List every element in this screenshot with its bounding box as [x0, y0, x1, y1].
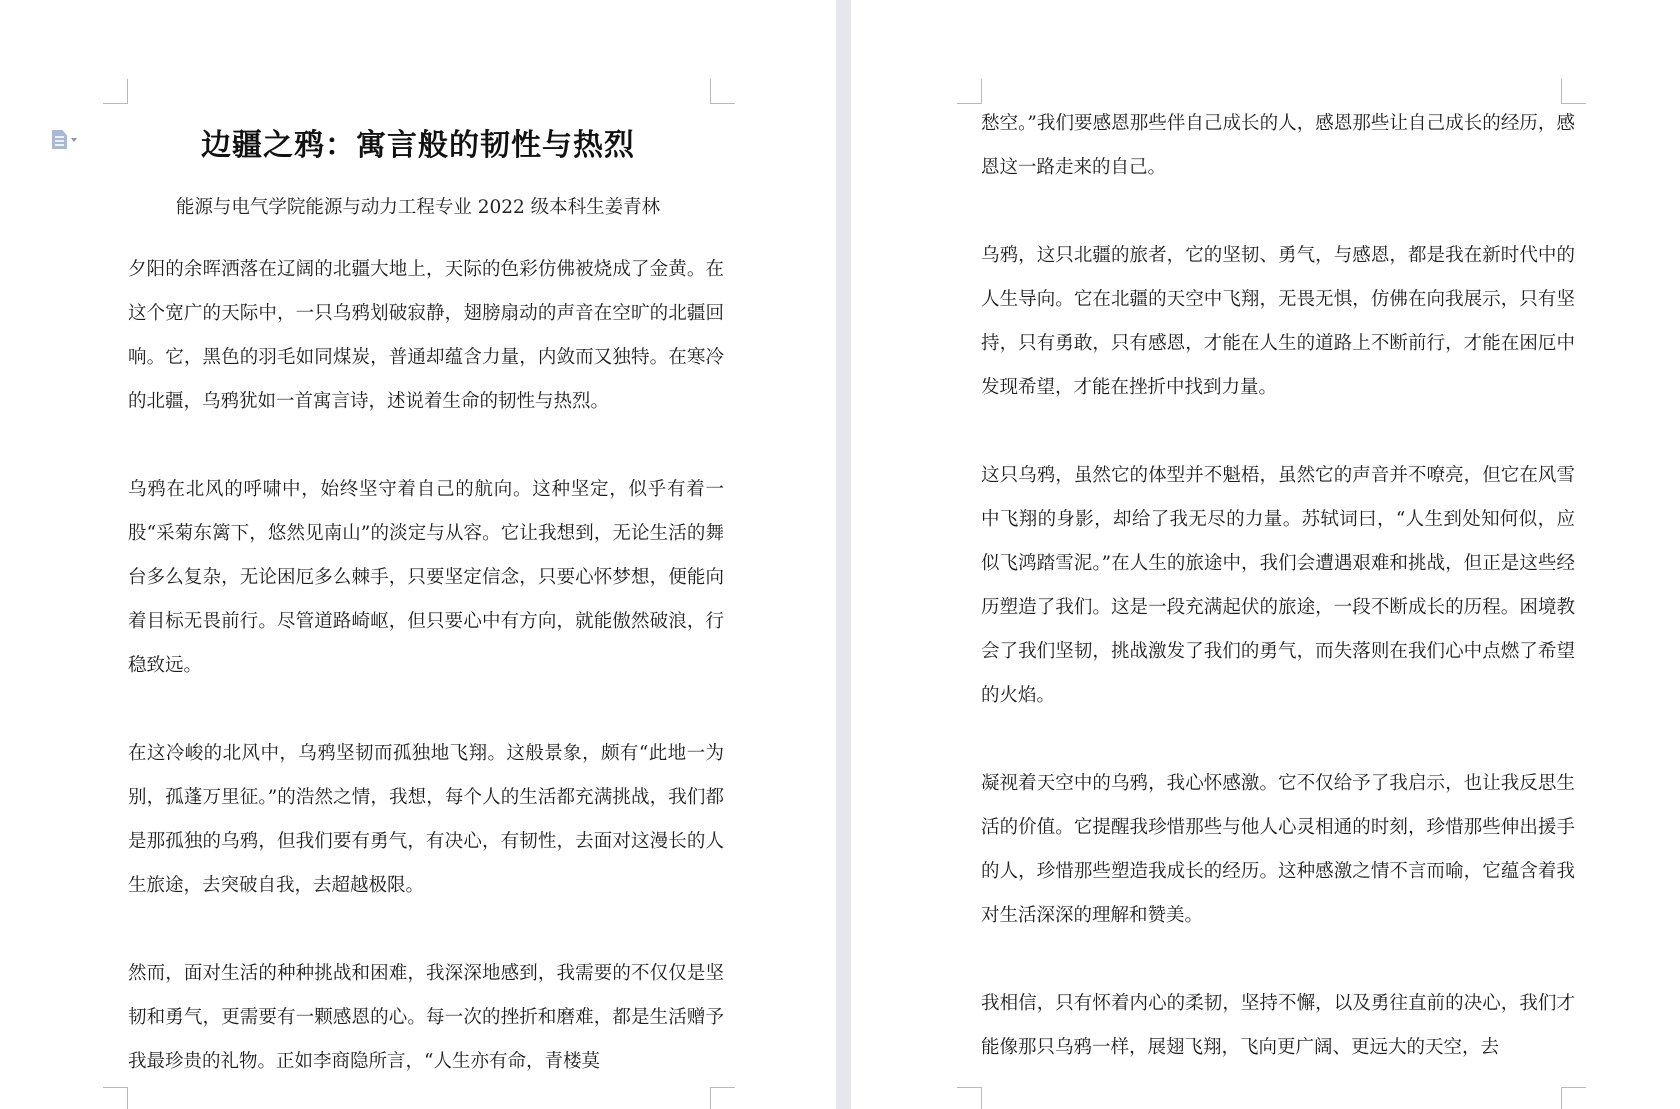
- crop-mark-top-left: [103, 79, 128, 104]
- paragraph: 凝视着天空中的乌鸦，我心怀感激。它不仅给予了我启示，也让我反思生活的价值。它提醒我珍惜那些与他人心灵相通的时刻，珍惜那些伸出援手的人，珍惜那些塑造我成长的经历。这种感激之情不言而喻，它蕴含着我对生活深深的理解和赞美。: [981, 773, 1575, 926]
- author-line: 能源与电气学院能源与动力工程专业 2022 级本科生姜青林: [175, 197, 661, 218]
- paragraph: 乌鸦在北风的呼啸中，始终坚守着自己的航向。这种坚定，似乎有着一股“采菊东篱下，悠然见南山”的淡定与从容。它让我想到，无论生活的舞台多么复杂，无论困厄多么棘手，只要坚定信念，只要心怀梦想，便能向着目标无畏前行。尽管道路崎岖，但只要心中有方向，就能傲然破浪，行稳致远。: [128, 479, 724, 676]
- crop-mark-top-right: [710, 79, 735, 104]
- paragraph: 这只乌鸦，虽然它的体型并不魁梧，虽然它的声音并不嘹亮，但它在风雪中飞翔的身影，却给了我无尽的力量。苏轼词曰，“人生到处知何似，应似飞鸿踏雪泥。”在人生的旅途中，我们会遭遇艰难和挑战，但正是这些经历塑造了我们。这是一段充满起伏的旅途，一段不断成长的历程。困境教会了我们坚韧，挑战激发了我们的勇气，而失落则在我们心中点燃了希望的火焰。: [981, 465, 1575, 706]
- right-page-body: [981, 102, 1575, 1109]
- crop-mark-bottom-left: [103, 1087, 128, 1109]
- chevron-down-icon: [71, 138, 77, 142]
- document-icon: [52, 130, 67, 149]
- document-title: 边疆之鸦：寓言般的韧性与热烈: [201, 128, 635, 163]
- document-page-right: [851, 0, 1680, 1109]
- paragraph: 夕阳的余晖洒落在辽阔的北疆大地上，天际的色彩仿佛被烧成了金黄。在这个宽广的天际中，一只乌鸦划破寂静，翅膀扇动的声音在空旷的北疆回响。它，黑色的羽毛如同煤炭，普通却蕴含力量，内敛而又独特。在寒冷的北疆，乌鸦犹如一首寓言诗，述说着生命的韧性与热烈。: [128, 259, 724, 412]
- crop-mark-top-left: [957, 79, 982, 104]
- paragraph: 愁空。”我们要感恩那些伴自己成长的人，感恩那些让自己成长的经历，感恩这一路走来的自己。: [981, 113, 1575, 178]
- crop-mark-top-right: [1561, 79, 1586, 104]
- crop-mark-bottom-left: [957, 1087, 982, 1109]
- document-page-left: [0, 0, 836, 1109]
- paragraph: 在这冷峻的北风中，乌鸦坚韧而孤独地飞翔。这般景象，颇有“此地一为别，孤蓬万里征。”的浩然之情，我想，每个人的生活都充满挑战，我们都是那孤独的乌鸦，但我们要有勇气，有决心，有韧性，去面对这漫长的人生旅途，去突破自我，去超越极限。: [128, 743, 724, 896]
- document-menu-icon[interactable]: [52, 130, 77, 149]
- paragraph: 然而，面对生活的种种挑战和困难，我深深地感到，我需要的不仅仅是坚韧和勇气，更需要有一颗感恩的心。每一次的挫折和磨难，都是生活赠予我最珍贵的礼物。正如李商隐所言，“人生亦有命，青楼莫: [128, 963, 724, 1072]
- paragraph: 我相信，只有怀着内心的柔韧，坚持不懈，以及勇往直前的决心，我们才能像那只乌鸦一样，展翅飞翔，飞向更广阔、更远大的天空，去: [981, 993, 1575, 1058]
- left-page-body: [128, 248, 724, 1109]
- paragraph: 乌鸦，这只北疆的旅者，它的坚韧、勇气，与感恩，都是我在新时代中的人生导向。它在北疆的天空中飞翔，无畏无惧，仿佛在向我展示，只有坚持，只有勇敢，只有感恩，才能在人生的道路上不断前行，才能在困厄中发现希望，才能在挫折中找到力量。: [981, 245, 1575, 398]
